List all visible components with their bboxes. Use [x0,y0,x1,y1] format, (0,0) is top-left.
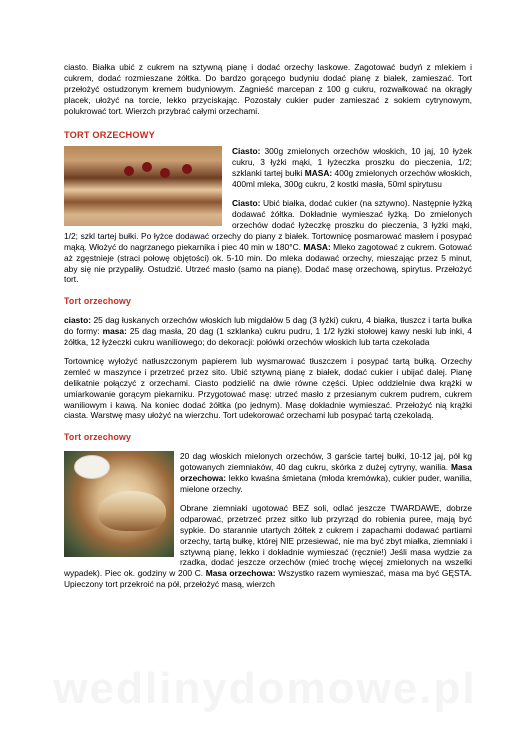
cake-photo-2 [64,451,174,557]
section-title-tort-orzechowy-2: Tort orzechowy [64,296,132,307]
section1-ingredients: Ciasto: 300g zmielonych orzechów włoskich, 10 jaj, 10 łyżek cukru, 3 łyżki mąki, 1 łyżeczka proszku do pieczenia, 1/2; szklanki tartej bułki MASA: 400g zmielonych orzechów włoskich, 400ml mleka, 300g cukru, 2 kostki masła, 50ml spirytusu [232,146,472,190]
section1-method: Ciasto: Ubić białka, dodać cukier (na sztywno). Następnie łyżką dodawać żółtka. Dokładnie wymieszać łyżką. Do zmielonych orzechów dodać łyżeczkę proszku do pieczenia, 3 łyżki mąki, 1/2; szkl tartej bułki. Po łyżce dodawać orzechy do piany z białek. Tortownicę posmarować masłem i posypać mąką. Włożyć do nagrzanego piekarnika i piec 40 min w 180°C. MASA: Mleko zagotować z cukrem. Gotować aż zgęstnieje (straci połowę objętości) ok. 5-10 min. Do mleka dodawać orzechy, mieszając przez 5 minut, aby się nie przypaliły. Ostudzić. Utrzeć masło (samo na pianę). Dodać masę orzechową, spirytus. Przełożyć tort. [64,198,472,285]
section2-method: Tortownicę wyłożyć natłuszczonym papierem lub wysmarować tłuszczem i posypać tartą bułką. Orzechy zemleć w maszynce i przetrzeć przez sito. Ubić sztywną pianę z białek, dodać cukier i ubijać dalej. Pianę delikatnie połączyć z orzechami. Ciasto podzielić na dwie równe części. Upiec oddzielnie dwa krążki w umiarkowanie gorącym piekarniku. Przygotować masę: utrzeć masło z przesianym cukrem pudrem, cukrem waniliowym i kawą. Na koniec dodać żółtka (po jednym). Masę dokładnie wymieszać. Przełożyć nią krążki ciasta. Warstwę masy ułożyć na wierzchu. Tort udekorować orzechami lub posypać tartą czekoladą. [64,355,472,421]
section-title-tort-orzechowy-3: Tort orzechowy [64,432,132,443]
section-title-tort-orzechowy-1: TORT ORZECHOWY [64,129,155,140]
cake-photo-1 [64,146,222,226]
document-page [64,62,472,590]
watermark: wedlinydomowe.pl [53,664,477,713]
section3-method: Obrane ziemniaki ugotować BEZ soli, odlać jeszcze TWARDAWE, dobrze odparować, przetrzeć przez sitko lub przyrząd do robienia puree, mają być sypkie. Do starannie utartych żółtek z cukrem i zapachami dodawać partiami orzechy, tartą bułkę, której NIE przesiewać, nie ma być zbyt miałka, ziemniaki i sztywną pianę, lekko i dokładnie wymieszać (ręcznie!) Jeśli masa wydzie za rzadka, dodać jeszcze orzechów (mieć trochę więcej zmielonych na wszelki wypadek). Piec ok. godziny w 200 C. Masa orzechowa: Wszystko razem wymieszać, masa ma być GĘSTA. Upieczony tort przekroić na pół, przełożyć masą, wierzch [64,502,472,590]
intro-paragraph: ciasto. Białka ubić z cukrem na sztywną pianę i dodać orzechy laskowe. Zagotować budyń z mlekiem i cukrem, dodać rozmieszane żółtka. Do bardzo gorącego budyniu dodać pianę z białek, zamieszać. Tort przełożyć ostudzonym kremem budyniowym. Zagnieść marcepan z 100 g cukru, rozwałkować na okrągły placek, ułożyć na torcie, lekko przyciskając. Pozostały cukier puder zamieszać z sokiem cytrynowym, polukrować tort. Wierzch przybrać całymi orzechami. [64,62,472,116]
section2-ingredients: ciasto: 25 dag łuskanych orzechów włoskich lub migdałów 5 dag (3 łyżki) cukru, 4 białka, tłuszcz i tarta bułka do formy: masa: 25 dag masła, 20 dag (1 szklanka) cukru pudru, 1 1/2 łyżki stołowej kawy neski lub inki, 4 żółtka, 12 łyżeczki cukru waniliowego; do dekoracji: połówki orzechów włoskich lub tarta czekolada [64,315,473,348]
section3-ingredients: 20 dag włoskich mielonych orzechów, 3 garście tartej bułki, 10-12 jaj, pół kg gotowanych ziemniaków, 40 dag cukru, skórka z dużej cytryny, wanilia. Masa orzechowa: lekko kwaśna śmietana (młoda kremówka), cukier puder, wanilia, mielone orzechy. [180,451,472,494]
